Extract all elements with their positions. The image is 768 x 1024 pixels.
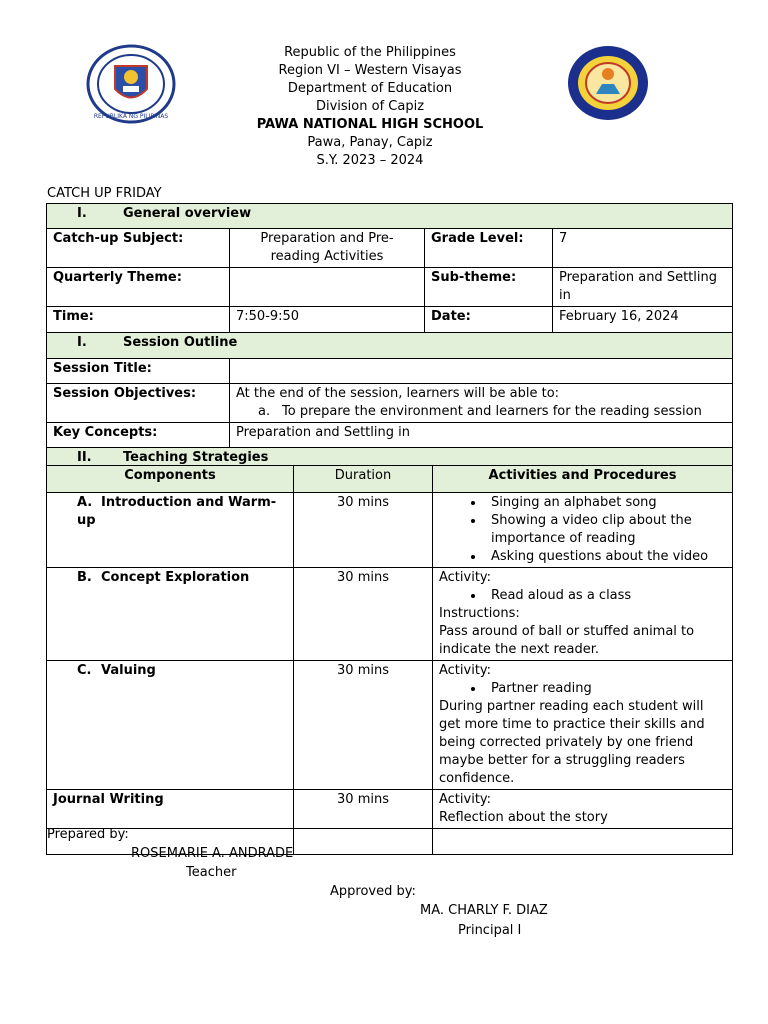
column-header-duration: Duration (294, 466, 433, 493)
session-title-label: Session Title: (47, 359, 230, 384)
catch-up-subject-value: Preparation and Pre-reading Activities (230, 229, 425, 268)
session-objectives-value (230, 384, 733, 423)
overview-table (46, 203, 733, 474)
empty-cell (433, 829, 733, 855)
date-label: Date: (425, 307, 553, 333)
school-year: S.Y. 2023 – 2024 (316, 153, 424, 168)
duration-cell: 30 mins (294, 493, 433, 568)
activities-cell: Activity: • Read aloud as a class Instructions: Pass around of ball or stuffed animal to indicate the next reader. (433, 568, 733, 661)
table-row (47, 661, 733, 790)
prepared-by-label: Prepared by: (47, 827, 129, 842)
approver-title: Principal I (458, 923, 522, 938)
document-label: CATCH UP FRIDAY (47, 186, 162, 201)
school-name: PAWA NATIONAL HIGH SCHOOL (256, 117, 484, 132)
header-line: Republic of the Philippines (284, 45, 456, 60)
section-header-session-outline: I. Session Outline (47, 333, 733, 359)
list-item: • Read aloud as a class (485, 587, 726, 605)
objective-item: a. To prepare the environment and learners for the reading session (258, 404, 702, 419)
objectives-intro: At the end of the session, learners will be able to: (236, 386, 560, 401)
time-label: Time: (47, 307, 230, 333)
list-item: • Singing an alphabet song (485, 494, 726, 512)
header-line: Division of Capiz (315, 99, 425, 114)
list-item: • Asking questions about the video (485, 548, 726, 566)
sub-theme-label: Sub-theme: (425, 268, 553, 307)
quarterly-theme-label: Quarterly Theme: (47, 268, 230, 307)
component-cell: C. Valuing (47, 661, 294, 790)
preparer-name: ROSEMARIE A. ANDRADE (131, 846, 294, 861)
grade-level-value: 7 (553, 229, 733, 268)
empty-cell (294, 829, 433, 855)
activities-cell (433, 493, 733, 568)
preparer-title: Teacher (186, 865, 237, 880)
sub-theme-value: Preparation and Settling in (553, 268, 733, 307)
duration-cell: 30 mins (294, 568, 433, 661)
time-value: 7:50-9:50 (230, 307, 425, 333)
svg-text:REPUBLIKA NG PILIPINAS: REPUBLIKA NG PILIPINAS (93, 113, 169, 120)
approver-name: MA. CHARLY F. DIAZ (420, 903, 548, 918)
list-item: • Showing a video clip about the importance of reading (485, 512, 726, 548)
section-header-teaching-strategies: II. Teaching Strategies (47, 448, 733, 474)
table-row (47, 790, 733, 829)
component-cell: Journal Writing (47, 790, 294, 829)
component-cell: B. Concept Exploration (47, 568, 294, 661)
quarterly-theme-value (230, 268, 425, 307)
activities-cell: Activity: • Partner reading During partner reading each student will get more time to practice their skills and being corrected privately by one friend maybe better for a struggling readers confidence. (433, 661, 733, 790)
section-header-general-overview: I. General overview (47, 204, 733, 229)
column-header-activities: Activities and Procedures (433, 466, 733, 493)
header-line: Region VI – Western Visayas (278, 63, 462, 78)
list-item: • Partner reading (485, 680, 726, 698)
session-title-value (230, 359, 733, 384)
activities-cell: Activity: Reflection about the story (433, 790, 733, 829)
component-cell: A. Introduction and Warm-up (47, 493, 294, 568)
school-address: Pawa, Panay, Capiz (307, 135, 433, 150)
date-value: February 16, 2024 (553, 307, 733, 333)
key-concepts-label: Key Concepts: (47, 423, 230, 448)
document-header (0, 44, 740, 170)
header-line: Department of Education (287, 81, 453, 96)
session-objectives-label: Session Objectives: (47, 384, 230, 423)
strategies-table (46, 465, 733, 855)
approved-by-label: Approved by: (330, 884, 416, 899)
grade-level-label: Grade Level: (425, 229, 553, 268)
duration-cell: 30 mins (294, 790, 433, 829)
duration-cell: 30 mins (294, 661, 433, 790)
key-concepts-value: Preparation and Settling in (230, 423, 733, 448)
column-header-components: Components (47, 466, 294, 493)
catch-up-subject-label: Catch-up Subject: (47, 229, 230, 268)
table-row (47, 493, 733, 568)
table-row (47, 568, 733, 661)
